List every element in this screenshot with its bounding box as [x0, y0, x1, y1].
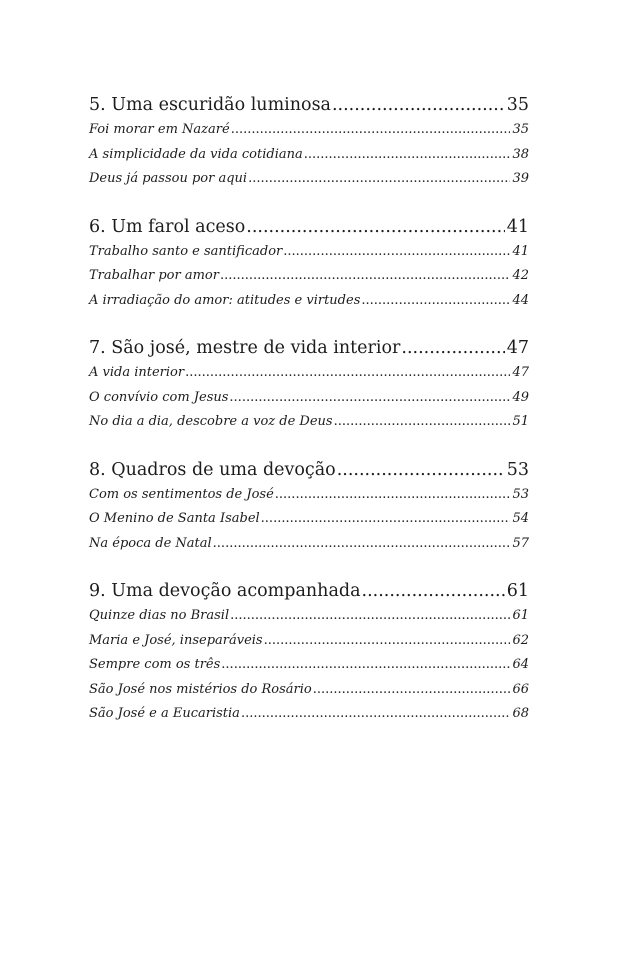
dot-leader — [229, 386, 510, 411]
section-title: No dia a dia, descobre a voz de Deus — [89, 414, 333, 429]
section-page-number: 49 — [512, 389, 529, 405]
section-entry — [89, 167, 529, 192]
chapter-title: 8. Quadros de uma devoção — [89, 459, 336, 480]
dot-leader — [275, 483, 511, 508]
dot-leader — [221, 653, 510, 678]
section-title: O Menino de Santa Isabel — [89, 511, 260, 526]
section-title: O convívio com Jesus — [89, 389, 229, 405]
section-title: Foi morar em Nazaré — [89, 122, 230, 137]
dot-leader — [337, 457, 505, 483]
section-page-number: 47 — [512, 365, 529, 380]
section-page-number: 41 — [512, 243, 529, 259]
chapter-page-number: 41 — [506, 216, 529, 237]
section-entry — [89, 118, 529, 143]
section-title: Sempre com os três — [89, 657, 221, 672]
section-entry — [89, 289, 529, 314]
section-entry — [89, 410, 529, 435]
section-page-number: 44 — [512, 292, 529, 308]
section-page-number: 68 — [512, 706, 529, 721]
section-page-number: 64 — [512, 657, 529, 672]
chapter-page-number: 53 — [506, 459, 529, 480]
chapter-title: 6. Um farol aceso — [89, 216, 246, 237]
section-entry — [89, 361, 529, 386]
dot-leader — [362, 578, 505, 604]
section-page-number: 54 — [512, 511, 529, 526]
section-entry — [89, 507, 529, 532]
section-entry — [89, 483, 529, 508]
section-entry — [89, 678, 529, 703]
section-title: Trabalhar por amor — [89, 268, 219, 283]
chapter-page-number: 35 — [506, 95, 529, 115]
section-page-number: 62 — [512, 632, 529, 648]
dot-leader — [261, 507, 511, 532]
section-title: Com os sentimentos de José — [89, 486, 274, 502]
dot-leader — [334, 410, 511, 435]
section-entry — [89, 702, 529, 727]
dot-leader — [283, 240, 510, 265]
section-title: São José e a Eucaristia — [89, 706, 240, 721]
chapter-entry — [89, 578, 529, 604]
chapter-5 — [89, 92, 529, 192]
section-title: Na época de Natal — [89, 535, 212, 551]
section-page-number: 66 — [512, 681, 529, 697]
section-page-number: 61 — [512, 608, 529, 623]
chapter-entry — [89, 335, 529, 361]
section-title: A simplicidade da vida cotidiana — [89, 146, 303, 162]
section-entry — [89, 532, 529, 557]
section-page-number: 53 — [512, 486, 529, 502]
dot-leader — [401, 335, 504, 361]
section-title: Trabalho santo e santificador — [89, 243, 283, 259]
chapter-7 — [89, 335, 529, 435]
dot-leader — [220, 264, 511, 289]
chapter-entry — [89, 92, 529, 118]
section-entry — [89, 386, 529, 411]
dot-leader — [313, 678, 511, 703]
dot-leader — [231, 118, 511, 143]
dot-leader — [185, 361, 510, 386]
section-entry — [89, 240, 529, 265]
chapter-9 — [89, 578, 529, 727]
chapter-title: 9. Uma devoção acompanhada — [89, 581, 361, 601]
chapter-title: 7. São josé, mestre de vida interior — [89, 338, 401, 358]
section-page-number: 42 — [512, 268, 529, 283]
section-page-number: 38 — [512, 146, 529, 162]
section-page-number: 39 — [512, 171, 529, 186]
dot-leader — [304, 143, 511, 168]
dot-leader — [230, 604, 510, 629]
section-entry — [89, 143, 529, 168]
dot-leader — [246, 214, 504, 240]
chapter-entry — [89, 457, 529, 483]
section-title: São José nos mistérios do Rosário — [89, 681, 312, 697]
dot-leader — [213, 532, 511, 557]
chapter-page-number: 61 — [506, 581, 529, 601]
dot-leader — [332, 92, 505, 118]
chapter-6 — [89, 214, 529, 314]
dot-leader — [241, 702, 511, 727]
chapter-page-number: 47 — [506, 338, 529, 358]
section-page-number: 57 — [512, 535, 529, 551]
section-title: Deus já passou por aqui — [89, 171, 248, 186]
section-title: A irradiação do amor: atitudes e virtudes — [89, 292, 361, 308]
chapter-entry — [89, 214, 529, 240]
section-entry — [89, 604, 529, 629]
section-entry — [89, 264, 529, 289]
chapter-8 — [89, 457, 529, 557]
section-page-number: 51 — [512, 414, 529, 429]
section-title: Maria e José, inseparáveis — [89, 632, 263, 648]
dot-leader — [361, 289, 510, 314]
section-title: A vida interior — [89, 365, 185, 380]
section-title: Quinze dias no Brasil — [89, 608, 230, 623]
section-entry — [89, 629, 529, 654]
section-entry — [89, 653, 529, 678]
table-of-contents — [89, 92, 529, 749]
dot-leader — [264, 629, 511, 654]
section-page-number: 35 — [512, 122, 529, 137]
chapter-title: 5. Uma escuridão luminosa — [89, 95, 331, 115]
dot-leader — [248, 167, 510, 192]
